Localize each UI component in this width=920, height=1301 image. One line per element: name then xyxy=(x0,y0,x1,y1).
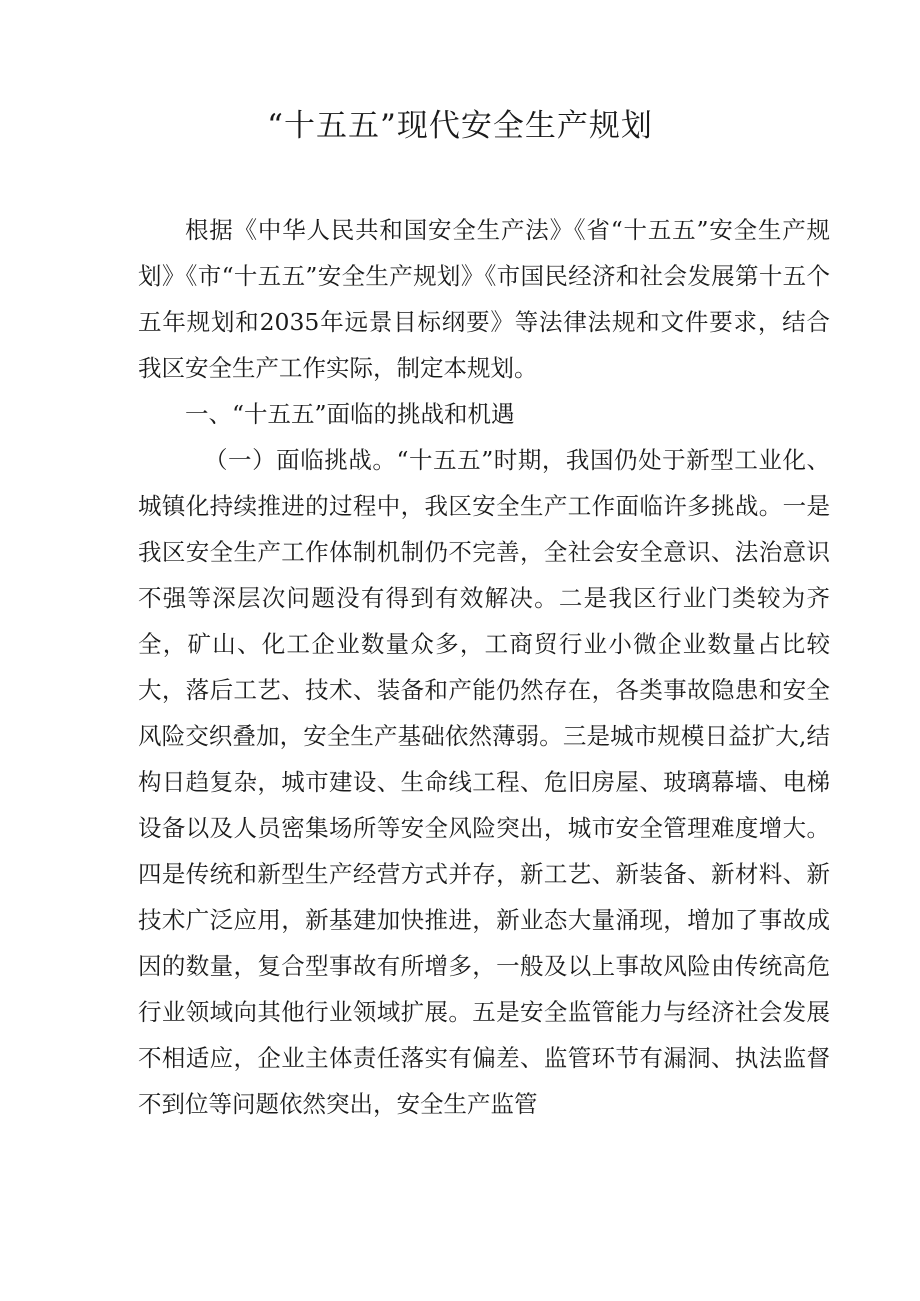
section-heading: 一、“十五五”面临的挑战和机遇 xyxy=(185,400,515,428)
document-title: “十五五”现代安全生产规划 xyxy=(267,108,653,144)
challenges-paragraph: （一）面临挑战。“十五五”时期，我国仍处于新型工业化、城镇化持续推进的过程中，我区安全生产工作面临许多挑战。一是我区安全生产工作体制机制仍不完善，全社会安全意识、法治意识不强等深层次问题没有得到有效解决。二是我区行业门类较为齐全，矿山、化工企业数量众多，工商贸行业小微企业数量占比较大，落后工艺、技术、装备和产能仍然存在，各类事故隐患和安全风险交织叠加，安全生产基础依然薄弱。三是城市规模日益扩大,结构日趋复杂，城市建设、生命线工程、危旧房屋、玻璃幕墙、电梯设备以及人员密集场所等安全风险突出，城市安全管理难度增大。四是传统和新型生产经营方式并存，新工艺、新装备、新材料、新技术广泛应用，新基建加快推进，新业态大量涌现，增加了事故成因的数量，复合型事故有所增多，一般及以上事故风险由传统高危行业领域向其他行业领域扩展。五是安全监管能力与经济社会发展不相适应，企业主体责任落实有偏差、监管环节有漏洞、执法监督不到位等问题依然突出，安全生产监管 xyxy=(138,446,830,1118)
document-body xyxy=(138,207,830,1127)
intro-paragraph: 根据《中华人民共和国安全生产法》《省“十五五”安全生产规划》《市“十五五”安全生产规划》《市国民经济和社会发展第十五个五年规划和2035年远景目标纲要》等法律法规和文件要求，结合我区安全生产工作实际，制定本规划。 xyxy=(138,216,830,382)
